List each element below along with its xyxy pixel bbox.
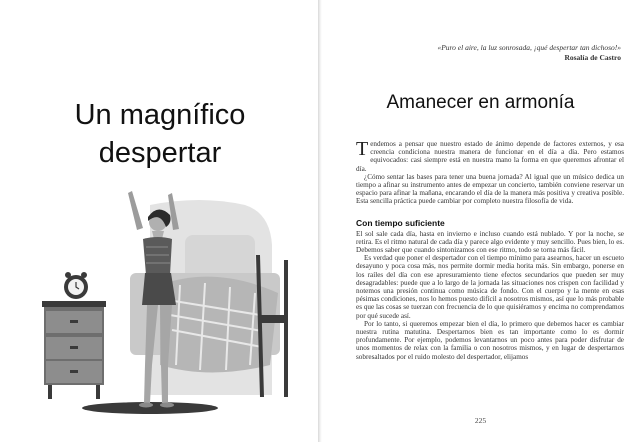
section-paragraph-3: Por lo tanto, si queremos empezar bien el día, lo primero que debemos hacer es cambiar nuestra rutina matutina. Despertarnos bien es tan importante como lo es dormir profundamente. Por ejemplo, podemos levantarnos un poco antes para poder disfrutar de unos momentos de relax con la familia o con nosotros mismos, y en lugar de despertarnos sobresaltados por el ruido molesto del despertador, elijamos: [356, 319, 624, 361]
chapter-title-line-2: despertar: [98, 137, 222, 169]
intro-paragraph-1-text: endemos a pensar que nuestro estado de ánimo depende de factores externos, y esa creencia condiciona nuestra manera de funcionar en el día a día. Pero estamos equivocados: casi siempre está en nuestra mano la forma en que queremos afrontar el día.: [356, 140, 624, 173]
intro-paragraph-1: [356, 140, 624, 173]
drop-cap: T: [356, 138, 369, 160]
chapter-title-line-1: Un magnífico: [74, 99, 246, 131]
page-number: 225: [474, 416, 487, 425]
epigraph: [361, 43, 621, 63]
subheading: Con tiempo suficiente: [356, 217, 445, 228]
body-text: [356, 140, 624, 361]
left-page: [0, 0, 318, 442]
section-paragraph-1: El sol sale cada día, hasta en invierno e incluso cuando está nublado. Y por la noche, se retira. Es el ritmo natural de cada día y parece algo evidente y muy sencillo. Pues bien, lo es. Debemos saber que cuando sintonizamos con ese ritmo, todo se torna más fácil.: [356, 229, 624, 255]
chapter-title: [20, 96, 300, 172]
right-page: [322, 0, 639, 442]
epigraph-author: Rosalía de Castro: [564, 53, 621, 62]
woman-stretching-illustration: [0, 165, 318, 442]
section-paragraph-2: Es verdad que poner el despertador con el tiempo mínimo para asearnos, hacer un escueto desayuno y poca cosa más, nos permite dormir media horita más. Sin embargo, ponerse en los raíles del día con ese apresuramiento tiene efectos secundarios que pueden ser muy desagradables: puede que a lo largo de la jornada las situaciones nos crispen con facilidad y notemos una presión continua como música de fondo. Con el cuerpo y la mente en esas pésimas condiciones, nos lo hemos puesto difícil a nosotros mismos, así que lo más probable es que las cosas se tuerzan con frecuencia de lo que quisiéramos y encima no comprendamos por qué sucede así.: [356, 254, 624, 320]
epigraph-quote: «Puro el aire, la luz sonrosada, ¡qué despertar tan dichoso!»: [437, 43, 621, 52]
intro-paragraph-2: ¿Cómo sentar las bases para tener una buena jornada? Al igual que un músico dedica un tiempo a afinar su instrumento antes de empezar un concierto, también conviene reservar un espacio para afinar la mañana, encarando el día de la manera más positiva y creativa posible. Esta sencilla práctica puede cambiar por completo nuestra filosofía de vida.: [356, 172, 624, 206]
nightstand-illustration: [42, 272, 106, 399]
section-title: Amanecer en armonía: [386, 92, 575, 113]
